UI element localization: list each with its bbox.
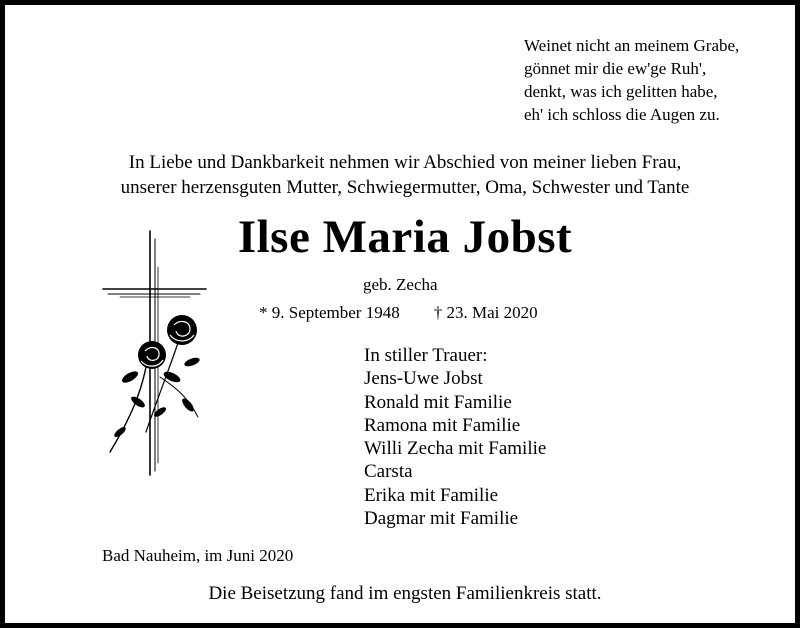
mourner-name: Ronald mit Familie [364, 391, 512, 413]
mourners-list [364, 344, 546, 530]
poem-line: gönnet mir die ew'ge Ruh', [524, 59, 707, 78]
born-name: geb. Zecha [363, 275, 438, 294]
poem-line: denkt, was ich gelitten habe, [524, 82, 718, 101]
mourner-name: Ramona mit Familie [364, 414, 521, 436]
mourners-heading: In stiller Trauer: [364, 345, 488, 366]
birth-date: * 9. September 1948 [259, 303, 400, 322]
mourner-name: Dagmar mit Familie [364, 508, 519, 530]
intro-text [5, 150, 800, 200]
poem-line: Weinet nicht an meinem Grabe, [524, 36, 740, 55]
mourner-name: Erika mit Familie [364, 484, 499, 506]
deceased-name: Ilse Maria Jobst [237, 211, 573, 263]
life-dates [259, 303, 538, 323]
place-date: Bad Nauheim, im Juni 2020 [102, 546, 294, 565]
intro-line-1: In Liebe und Dankbarkeit nehmen wir Abschied von meiner lieben Frau, [128, 152, 682, 173]
poem [524, 34, 739, 126]
mourner-name: Willi Zecha mit Familie [364, 438, 547, 460]
poem-line: eh' ich schloss die Augen zu. [524, 105, 720, 124]
mourner-name: Carsta [364, 461, 413, 483]
death-date: † 23. Mai 2020 [433, 303, 538, 322]
cross-with-roses-icon [100, 227, 210, 477]
intro-line-2: unserer herzensguten Mutter, Schwiegermutter, Oma, Schwester und Tante [120, 177, 690, 198]
mourner-name: Jens-Uwe Jobst [364, 368, 483, 390]
burial-note: Die Beisetzung fand im engsten Familienkreis statt. [208, 583, 602, 604]
